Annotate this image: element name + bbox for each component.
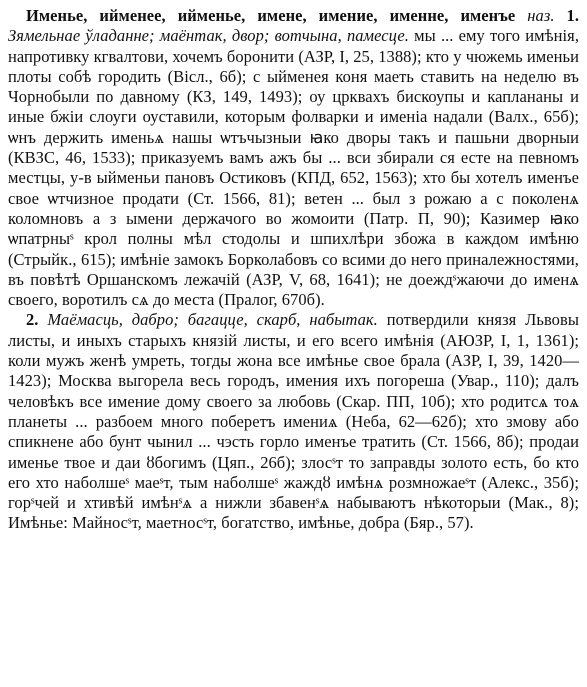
sense-2-text: потвердили князя Львовы листы, и иныхъ старыхъ князій листы, и его всего имѣнія (АЮЗР, I, 1, 1361); коли мужъ женѣ умреть, тогды жона все имѣнье свое брала (АЗР, I, 39, 1420—1423); Москва выгорела весь городъ, имения ихъ погореша (Увар., 110); далъ человѣкъ все имение дому своего за любовь (Скар. ПП, 10б); хто родитсѧ тоѧ планеты ... разбоем много поберетъ имениѧ (Неба, 62—62б); хто змову або спикнене або бунт чынил ... чэсть горло именъе тратить (Ст. 1566, 8б); продаи именье твое и даи ȣбогимъ (Цяп., 26б); злосˢт то заправды золото есть, бо кто его хто наболшеˢ маеˢт, тым наболшеˢ жаждȣ имѣнѧ розмножаеˢт (Алекс., 35б); горˢчей и хтивѣй имѣнˢѧ а нижли збавенˢѧ набываютъ нѣкоторыи (Мак., 8); Имѣнье: Майносˢт, маетносˢт, богатство, имѣнье, добра (Бяр., 57). [8,310,579,533]
headword: Именье, ийменее, ийменье, имене, имение, именне, именъе [26,6,516,25]
sense-1-text: мы ... ему того имѣнія, напротивку кгвалтови, хочемъ боронити (АЗР, I, 25, 1388); кто у чюжемь именьи плоты собѣ городить (Вісл., 6б); с ыйменея коня маеть ставить на неделю въ Чорнобыли по давному (КЗ, 149, 1493); оу цркваxъ бискоупы и каплананы и иные бжіи слоуги оуставили, которым фолварки и именіа надали (Валх., 65б); ѡнъ держить именьѧ нашы ѡтъчызныи ꙗко дворы такъ и пашьни дворныи (КВЗС, 46, 1533); приказуемъ вамъ ажъ бы ... вси збирали ся есте на певномъ местцы, у-в ыйменьи пановъ Остиковъ (КПД, 652, 1563); хто бы хотелъ именъе свое ѡтчизное продати (Ст. 1566, 81); ветен ... был з рожаю а с поколенѧ коломновъ а з ымени держачого во жомоити (Патр. П, 90); Казимер ꙗко ѡпатрныˢ крол полны мѣл стодолы и шпихлѣри збожа в каждом имѣню (Стрыйк., 615); имѣніе замокъ Борколабовъ со всими до него приналежностями, въ повѣтѣ Оршанскомъ лежачій (АЗР, V, 68, 1641); не доеждˢжаючи до именѧ своего, воротилъ сѧ до места (Пралог, 670б). [8,26,579,310]
sense-1-gloss: Зямельнае ўладанне; маёнтак, двор; вотчына, памесце. [8,26,409,46]
part-of-speech: наз. [527,6,555,25]
sense-2-paragraph [8,310,579,533]
sense-2-number: 2. [26,310,39,330]
sense-2-gloss: Маёмасць, дабро; багацце, скарб, набытак. [47,310,378,330]
sense-1-paragraph [8,6,579,310]
sense-1-number: 1. [566,6,579,25]
